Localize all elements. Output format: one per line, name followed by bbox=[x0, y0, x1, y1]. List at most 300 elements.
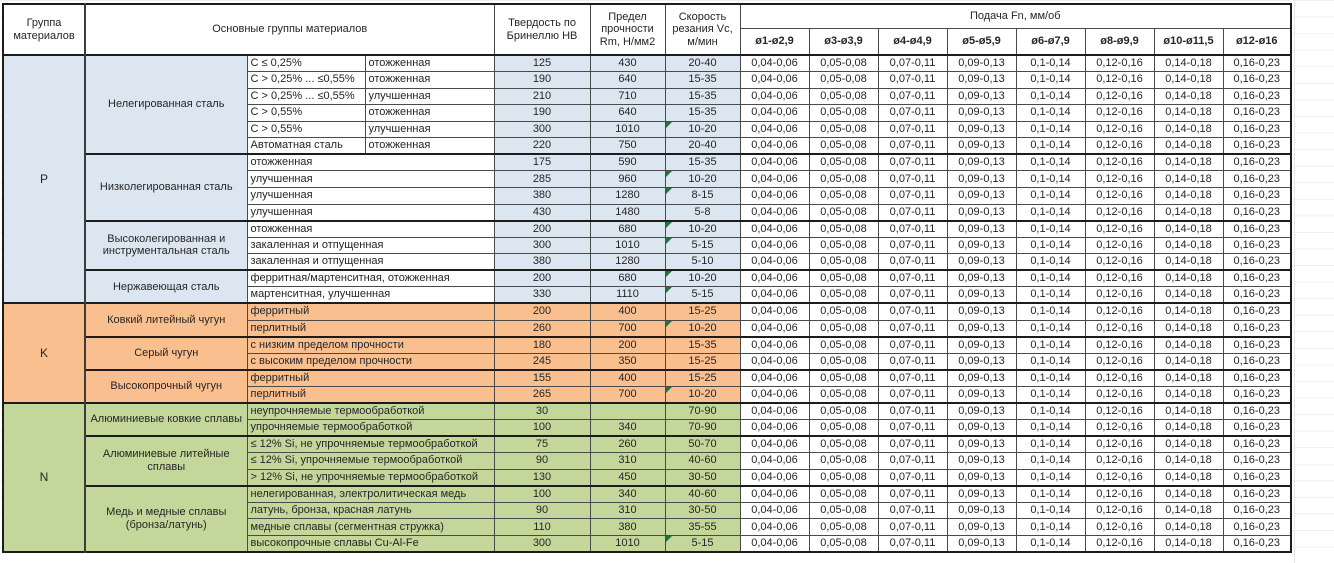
feed-cell[interactable]: 0,12-0,16 bbox=[1085, 204, 1154, 221]
feed-cell[interactable]: 0,14-0,18 bbox=[1154, 72, 1223, 89]
feed-cell[interactable]: 0,04-0,06 bbox=[740, 386, 809, 403]
feed-cell[interactable]: 0,07-0,11 bbox=[878, 469, 947, 486]
desc-cell[interactable]: ≤ 12% Si, не упрочняемые термообработкой bbox=[247, 436, 494, 453]
header-diameter-7[interactable]: ø10-ø11,5 bbox=[1154, 28, 1223, 55]
group-letter-P[interactable]: P bbox=[3, 55, 85, 303]
state-cell[interactable]: улучшенная bbox=[365, 121, 494, 138]
hardness-cell[interactable]: 285 bbox=[494, 171, 590, 188]
hardness-cell[interactable]: 155 bbox=[494, 370, 590, 387]
feed-cell[interactable]: 0,16-0,23 bbox=[1223, 303, 1291, 320]
feed-cell[interactable]: 0,05-0,08 bbox=[809, 519, 878, 536]
speed-cell[interactable]: 5-15 bbox=[665, 535, 740, 552]
speed-cell[interactable]: 10-20 bbox=[665, 171, 740, 188]
speed-cell[interactable]: 10-20 bbox=[665, 386, 740, 403]
feed-cell[interactable]: 0,05-0,08 bbox=[809, 403, 878, 420]
state-cell[interactable]: улучшенная bbox=[365, 88, 494, 105]
feed-cell[interactable]: 0,07-0,11 bbox=[878, 221, 947, 238]
feed-cell[interactable]: 0,1-0,14 bbox=[1016, 370, 1085, 387]
feed-cell[interactable]: 0,05-0,08 bbox=[809, 370, 878, 387]
feed-cell[interactable]: 0,09-0,13 bbox=[947, 303, 1016, 320]
feed-cell[interactable]: 0,12-0,16 bbox=[1085, 121, 1154, 138]
feed-cell[interactable]: 0,09-0,13 bbox=[947, 486, 1016, 503]
feed-cell[interactable]: 0,1-0,14 bbox=[1016, 105, 1085, 122]
feed-cell[interactable]: 0,07-0,11 bbox=[878, 72, 947, 89]
feed-cell[interactable]: 0,07-0,11 bbox=[878, 303, 947, 320]
feed-cell[interactable]: 0,04-0,06 bbox=[740, 188, 809, 205]
speed-cell[interactable]: 40-60 bbox=[665, 453, 740, 470]
feed-cell[interactable]: 0,16-0,23 bbox=[1223, 55, 1291, 72]
feed-cell[interactable]: 0,1-0,14 bbox=[1016, 171, 1085, 188]
feed-cell[interactable]: 0,1-0,14 bbox=[1016, 204, 1085, 221]
feed-cell[interactable]: 0,09-0,13 bbox=[947, 55, 1016, 72]
group-letter-K[interactable]: K bbox=[3, 303, 85, 402]
feed-cell[interactable]: 0,16-0,23 bbox=[1223, 105, 1291, 122]
feed-cell[interactable]: 0,04-0,06 bbox=[740, 453, 809, 470]
feed-cell[interactable]: 0,1-0,14 bbox=[1016, 270, 1085, 287]
desc-cell[interactable]: с высоким пределом прочности bbox=[247, 353, 494, 370]
header-diameter-6[interactable]: ø8-ø9,9 bbox=[1085, 28, 1154, 55]
feed-cell[interactable]: 0,12-0,16 bbox=[1085, 370, 1154, 387]
hardness-cell[interactable]: 75 bbox=[494, 436, 590, 453]
feed-cell[interactable]: 0,16-0,23 bbox=[1223, 403, 1291, 420]
feed-cell[interactable]: 0,05-0,08 bbox=[809, 55, 878, 72]
feed-cell[interactable]: 0,07-0,11 bbox=[878, 171, 947, 188]
speed-cell[interactable]: 50-70 bbox=[665, 436, 740, 453]
feed-cell[interactable]: 0,07-0,11 bbox=[878, 55, 947, 72]
feed-cell[interactable]: 0,05-0,08 bbox=[809, 138, 878, 155]
feed-cell[interactable]: 0,07-0,11 bbox=[878, 237, 947, 254]
feed-cell[interactable]: 0,05-0,08 bbox=[809, 237, 878, 254]
feed-cell[interactable]: 0,07-0,11 bbox=[878, 204, 947, 221]
feed-cell[interactable]: 0,12-0,16 bbox=[1085, 287, 1154, 304]
feed-cell[interactable]: 0,07-0,11 bbox=[878, 138, 947, 155]
feed-cell[interactable]: 0,09-0,13 bbox=[947, 254, 1016, 271]
feed-cell[interactable]: 0,09-0,13 bbox=[947, 453, 1016, 470]
feed-cell[interactable]: 0,1-0,14 bbox=[1016, 237, 1085, 254]
feed-cell[interactable]: 0,14-0,18 bbox=[1154, 287, 1223, 304]
strength-cell[interactable]: 450 bbox=[590, 469, 665, 486]
spec-cell[interactable]: C > 0,25% ... ≤0,55% bbox=[247, 72, 365, 89]
feed-cell[interactable]: 0,16-0,23 bbox=[1223, 337, 1291, 354]
feed-cell[interactable]: 0,12-0,16 bbox=[1085, 254, 1154, 271]
feed-cell[interactable]: 0,04-0,06 bbox=[740, 154, 809, 171]
desc-cell[interactable]: ферритный bbox=[247, 370, 494, 387]
subgroup-cell[interactable]: Нелегированная сталь bbox=[85, 55, 247, 154]
feed-cell[interactable]: 0,07-0,11 bbox=[878, 403, 947, 420]
header-diameter-8[interactable]: ø12-ø16 bbox=[1223, 28, 1291, 55]
feed-cell[interactable]: 0,16-0,23 bbox=[1223, 138, 1291, 155]
strength-cell[interactable]: 680 bbox=[590, 270, 665, 287]
feed-cell[interactable]: 0,07-0,11 bbox=[878, 254, 947, 271]
feed-cell[interactable]: 0,04-0,06 bbox=[740, 121, 809, 138]
feed-cell[interactable]: 0,14-0,18 bbox=[1154, 535, 1223, 552]
feed-cell[interactable]: 0,12-0,16 bbox=[1085, 519, 1154, 536]
feed-cell[interactable]: 0,12-0,16 bbox=[1085, 303, 1154, 320]
feed-cell[interactable]: 0,05-0,08 bbox=[809, 171, 878, 188]
desc-cell[interactable]: медные сплавы (сегментная стружка) bbox=[247, 519, 494, 536]
feed-cell[interactable]: 0,16-0,23 bbox=[1223, 535, 1291, 552]
feed-cell[interactable]: 0,12-0,16 bbox=[1085, 386, 1154, 403]
feed-cell[interactable]: 0,12-0,16 bbox=[1085, 337, 1154, 354]
feed-cell[interactable]: 0,05-0,08 bbox=[809, 502, 878, 519]
feed-cell[interactable]: 0,09-0,13 bbox=[947, 370, 1016, 387]
state-cell[interactable]: отожженная bbox=[365, 105, 494, 122]
feed-cell[interactable]: 0,1-0,14 bbox=[1016, 320, 1085, 337]
feed-cell[interactable]: 0,14-0,18 bbox=[1154, 386, 1223, 403]
feed-cell[interactable]: 0,04-0,06 bbox=[740, 535, 809, 552]
header-diameter-4[interactable]: ø5-ø5,9 bbox=[947, 28, 1016, 55]
feed-cell[interactable]: 0,1-0,14 bbox=[1016, 337, 1085, 354]
strength-cell[interactable]: 200 bbox=[590, 337, 665, 354]
strength-cell[interactable]: 700 bbox=[590, 320, 665, 337]
feed-cell[interactable]: 0,12-0,16 bbox=[1085, 72, 1154, 89]
feed-cell[interactable]: 0,14-0,18 bbox=[1154, 237, 1223, 254]
hardness-cell[interactable]: 200 bbox=[494, 303, 590, 320]
header-hardness[interactable]: Твердость по Бринеллю HB bbox=[494, 4, 590, 55]
speed-cell[interactable]: 15-35 bbox=[665, 154, 740, 171]
hardness-cell[interactable]: 245 bbox=[494, 353, 590, 370]
feed-cell[interactable]: 0,14-0,18 bbox=[1154, 270, 1223, 287]
feed-cell[interactable]: 0,05-0,08 bbox=[809, 436, 878, 453]
feed-cell[interactable]: 0,05-0,08 bbox=[809, 386, 878, 403]
feed-cell[interactable]: 0,09-0,13 bbox=[947, 121, 1016, 138]
feed-cell[interactable]: 0,04-0,06 bbox=[740, 105, 809, 122]
feed-cell[interactable]: 0,07-0,11 bbox=[878, 519, 947, 536]
desc-cell[interactable]: закаленная и отпущенная bbox=[247, 237, 494, 254]
desc-cell[interactable]: отожженная bbox=[247, 221, 494, 238]
feed-cell[interactable]: 0,16-0,23 bbox=[1223, 72, 1291, 89]
feed-cell[interactable]: 0,1-0,14 bbox=[1016, 419, 1085, 436]
feed-cell[interactable]: 0,1-0,14 bbox=[1016, 303, 1085, 320]
speed-cell[interactable]: 40-60 bbox=[665, 486, 740, 503]
desc-cell[interactable]: перлитный bbox=[247, 386, 494, 403]
feed-cell[interactable]: 0,12-0,16 bbox=[1085, 237, 1154, 254]
header-feed-title[interactable]: Подача Fn, мм/об bbox=[740, 4, 1291, 28]
feed-cell[interactable]: 0,1-0,14 bbox=[1016, 121, 1085, 138]
feed-cell[interactable]: 0,04-0,06 bbox=[740, 221, 809, 238]
subgroup-cell[interactable]: Высоколегированная и инструментальная сталь bbox=[85, 221, 247, 271]
feed-cell[interactable]: 0,1-0,14 bbox=[1016, 436, 1085, 453]
desc-cell[interactable]: упрочняемые термообработкой bbox=[247, 419, 494, 436]
speed-cell[interactable]: 15-35 bbox=[665, 337, 740, 354]
strength-cell[interactable]: 350 bbox=[590, 353, 665, 370]
desc-cell[interactable]: с низким пределом прочности bbox=[247, 337, 494, 354]
feed-cell[interactable]: 0,1-0,14 bbox=[1016, 486, 1085, 503]
desc-cell[interactable]: улучшенная bbox=[247, 204, 494, 221]
hardness-cell[interactable]: 210 bbox=[494, 88, 590, 105]
desc-cell[interactable]: ≤ 12% Si, упрочняемые термообработкой bbox=[247, 453, 494, 470]
feed-cell[interactable]: 0,12-0,16 bbox=[1085, 535, 1154, 552]
hardness-cell[interactable]: 100 bbox=[494, 486, 590, 503]
feed-cell[interactable]: 0,1-0,14 bbox=[1016, 188, 1085, 205]
feed-cell[interactable]: 0,14-0,18 bbox=[1154, 370, 1223, 387]
hardness-cell[interactable]: 260 bbox=[494, 320, 590, 337]
feed-cell[interactable]: 0,16-0,23 bbox=[1223, 121, 1291, 138]
feed-cell[interactable]: 0,14-0,18 bbox=[1154, 419, 1223, 436]
feed-cell[interactable]: 0,1-0,14 bbox=[1016, 453, 1085, 470]
feed-cell[interactable]: 0,12-0,16 bbox=[1085, 502, 1154, 519]
subgroup-cell[interactable]: Низколегированная сталь bbox=[85, 154, 247, 220]
feed-cell[interactable]: 0,05-0,08 bbox=[809, 254, 878, 271]
feed-cell[interactable]: 0,16-0,23 bbox=[1223, 254, 1291, 271]
feed-cell[interactable]: 0,09-0,13 bbox=[947, 353, 1016, 370]
feed-cell[interactable]: 0,14-0,18 bbox=[1154, 469, 1223, 486]
strength-cell[interactable]: 590 bbox=[590, 154, 665, 171]
header-diameter-2[interactable]: ø3-ø3,9 bbox=[809, 28, 878, 55]
feed-cell[interactable]: 0,09-0,13 bbox=[947, 320, 1016, 337]
feed-cell[interactable]: 0,09-0,13 bbox=[947, 138, 1016, 155]
state-cell[interactable]: отожженная bbox=[365, 138, 494, 155]
feed-cell[interactable]: 0,12-0,16 bbox=[1085, 403, 1154, 420]
strength-cell[interactable]: 1280 bbox=[590, 254, 665, 271]
hardness-cell[interactable]: 175 bbox=[494, 154, 590, 171]
feed-cell[interactable]: 0,12-0,16 bbox=[1085, 453, 1154, 470]
desc-cell[interactable]: перлитный bbox=[247, 320, 494, 337]
feed-cell[interactable]: 0,12-0,16 bbox=[1085, 55, 1154, 72]
feed-cell[interactable]: 0,05-0,08 bbox=[809, 270, 878, 287]
feed-cell[interactable]: 0,16-0,23 bbox=[1223, 188, 1291, 205]
speed-cell[interactable]: 20-40 bbox=[665, 138, 740, 155]
speed-cell[interactable]: 30-50 bbox=[665, 502, 740, 519]
feed-cell[interactable]: 0,07-0,11 bbox=[878, 436, 947, 453]
feed-cell[interactable]: 0,04-0,06 bbox=[740, 254, 809, 271]
spec-cell[interactable]: C > 0,55% bbox=[247, 121, 365, 138]
feed-cell[interactable]: 0,12-0,16 bbox=[1085, 469, 1154, 486]
feed-cell[interactable]: 0,05-0,08 bbox=[809, 221, 878, 238]
hardness-cell[interactable]: 300 bbox=[494, 121, 590, 138]
feed-cell[interactable]: 0,16-0,23 bbox=[1223, 370, 1291, 387]
speed-cell[interactable]: 15-25 bbox=[665, 353, 740, 370]
feed-cell[interactable]: 0,09-0,13 bbox=[947, 436, 1016, 453]
feed-cell[interactable]: 0,14-0,18 bbox=[1154, 88, 1223, 105]
feed-cell[interactable]: 0,04-0,06 bbox=[740, 72, 809, 89]
feed-cell[interactable]: 0,1-0,14 bbox=[1016, 55, 1085, 72]
hardness-cell[interactable]: 100 bbox=[494, 419, 590, 436]
feed-cell[interactable]: 0,16-0,23 bbox=[1223, 502, 1291, 519]
feed-cell[interactable]: 0,04-0,06 bbox=[740, 55, 809, 72]
feed-cell[interactable]: 0,07-0,11 bbox=[878, 337, 947, 354]
feed-cell[interactable]: 0,1-0,14 bbox=[1016, 254, 1085, 271]
feed-cell[interactable]: 0,07-0,11 bbox=[878, 154, 947, 171]
strength-cell[interactable]: 1010 bbox=[590, 237, 665, 254]
feed-cell[interactable]: 0,05-0,08 bbox=[809, 469, 878, 486]
feed-cell[interactable]: 0,07-0,11 bbox=[878, 270, 947, 287]
feed-cell[interactable]: 0,09-0,13 bbox=[947, 221, 1016, 238]
feed-cell[interactable]: 0,16-0,23 bbox=[1223, 204, 1291, 221]
feed-cell[interactable]: 0,04-0,06 bbox=[740, 403, 809, 420]
feed-cell[interactable]: 0,1-0,14 bbox=[1016, 287, 1085, 304]
feed-cell[interactable]: 0,14-0,18 bbox=[1154, 171, 1223, 188]
feed-cell[interactable]: 0,16-0,23 bbox=[1223, 419, 1291, 436]
feed-cell[interactable]: 0,09-0,13 bbox=[947, 188, 1016, 205]
hardness-cell[interactable]: 30 bbox=[494, 403, 590, 420]
feed-cell[interactable]: 0,05-0,08 bbox=[809, 204, 878, 221]
desc-cell[interactable]: закаленная и отпущенная bbox=[247, 254, 494, 271]
hardness-cell[interactable]: 90 bbox=[494, 502, 590, 519]
feed-cell[interactable]: 0,04-0,06 bbox=[740, 519, 809, 536]
feed-cell[interactable]: 0,14-0,18 bbox=[1154, 303, 1223, 320]
feed-cell[interactable]: 0,05-0,08 bbox=[809, 72, 878, 89]
feed-cell[interactable]: 0,16-0,23 bbox=[1223, 486, 1291, 503]
desc-cell[interactable]: > 12% Si, не упрочняемые термообработкой bbox=[247, 469, 494, 486]
feed-cell[interactable]: 0,14-0,18 bbox=[1154, 453, 1223, 470]
feed-cell[interactable]: 0,12-0,16 bbox=[1085, 188, 1154, 205]
feed-cell[interactable]: 0,07-0,11 bbox=[878, 121, 947, 138]
feed-cell[interactable]: 0,12-0,16 bbox=[1085, 171, 1154, 188]
feed-cell[interactable]: 0,16-0,23 bbox=[1223, 453, 1291, 470]
feed-cell[interactable]: 0,05-0,08 bbox=[809, 535, 878, 552]
speed-cell[interactable]: 5-15 bbox=[665, 237, 740, 254]
desc-cell[interactable]: мартенситная, улучшенная bbox=[247, 287, 494, 304]
speed-cell[interactable]: 15-25 bbox=[665, 303, 740, 320]
speed-cell[interactable]: 35-55 bbox=[665, 519, 740, 536]
feed-cell[interactable]: 0,05-0,08 bbox=[809, 105, 878, 122]
feed-cell[interactable]: 0,14-0,18 bbox=[1154, 436, 1223, 453]
feed-cell[interactable]: 0,05-0,08 bbox=[809, 453, 878, 470]
feed-cell[interactable]: 0,1-0,14 bbox=[1016, 469, 1085, 486]
feed-cell[interactable]: 0,05-0,08 bbox=[809, 188, 878, 205]
feed-cell[interactable]: 0,12-0,16 bbox=[1085, 419, 1154, 436]
feed-cell[interactable]: 0,12-0,16 bbox=[1085, 154, 1154, 171]
feed-cell[interactable]: 0,14-0,18 bbox=[1154, 502, 1223, 519]
speed-cell[interactable]: 10-20 bbox=[665, 221, 740, 238]
feed-cell[interactable]: 0,04-0,06 bbox=[740, 237, 809, 254]
feed-cell[interactable]: 0,04-0,06 bbox=[740, 353, 809, 370]
feed-cell[interactable]: 0,16-0,23 bbox=[1223, 287, 1291, 304]
feed-cell[interactable]: 0,07-0,11 bbox=[878, 105, 947, 122]
feed-cell[interactable]: 0,05-0,08 bbox=[809, 337, 878, 354]
feed-cell[interactable]: 0,05-0,08 bbox=[809, 486, 878, 503]
subgroup-cell[interactable]: Серый чугун bbox=[85, 337, 247, 370]
header-speed[interactable]: Скорость резания Vc, м/мин bbox=[665, 4, 740, 55]
strength-cell[interactable]: 750 bbox=[590, 138, 665, 155]
feed-cell[interactable]: 0,14-0,18 bbox=[1154, 403, 1223, 420]
hardness-cell[interactable]: 220 bbox=[494, 138, 590, 155]
feed-cell[interactable]: 0,16-0,23 bbox=[1223, 469, 1291, 486]
hardness-cell[interactable]: 380 bbox=[494, 188, 590, 205]
feed-cell[interactable]: 0,07-0,11 bbox=[878, 535, 947, 552]
desc-cell[interactable]: отожженная bbox=[247, 154, 494, 171]
feed-cell[interactable]: 0,09-0,13 bbox=[947, 88, 1016, 105]
feed-cell[interactable]: 0,12-0,16 bbox=[1085, 436, 1154, 453]
feed-cell[interactable]: 0,07-0,11 bbox=[878, 188, 947, 205]
feed-cell[interactable]: 0,04-0,06 bbox=[740, 436, 809, 453]
feed-cell[interactable]: 0,04-0,06 bbox=[740, 88, 809, 105]
strength-cell[interactable]: 1110 bbox=[590, 287, 665, 304]
strength-cell[interactable]: 400 bbox=[590, 303, 665, 320]
feed-cell[interactable]: 0,14-0,18 bbox=[1154, 105, 1223, 122]
desc-cell[interactable]: нелегированная, электролитическая медь bbox=[247, 486, 494, 503]
feed-cell[interactable]: 0,09-0,13 bbox=[947, 469, 1016, 486]
feed-cell[interactable]: 0,14-0,18 bbox=[1154, 121, 1223, 138]
feed-cell[interactable]: 0,14-0,18 bbox=[1154, 353, 1223, 370]
feed-cell[interactable]: 0,04-0,06 bbox=[740, 502, 809, 519]
spec-cell[interactable]: C > 0,55% bbox=[247, 105, 365, 122]
header-diameter-3[interactable]: ø4-ø4,9 bbox=[878, 28, 947, 55]
strength-cell[interactable]: 680 bbox=[590, 221, 665, 238]
feed-cell[interactable]: 0,05-0,08 bbox=[809, 320, 878, 337]
feed-cell[interactable]: 0,04-0,06 bbox=[740, 171, 809, 188]
spec-cell[interactable]: Автоматная сталь bbox=[247, 138, 365, 155]
strength-cell[interactable]: 1480 bbox=[590, 204, 665, 221]
hardness-cell[interactable]: 180 bbox=[494, 337, 590, 354]
hardness-cell[interactable]: 200 bbox=[494, 270, 590, 287]
header-material-group[interactable]: Группа материалов bbox=[3, 4, 85, 55]
speed-cell[interactable]: 10-20 bbox=[665, 320, 740, 337]
feed-cell[interactable]: 0,16-0,23 bbox=[1223, 436, 1291, 453]
feed-cell[interactable]: 0,07-0,11 bbox=[878, 287, 947, 304]
strength-cell[interactable]: 960 bbox=[590, 171, 665, 188]
header-main-groups[interactable]: Основные группы материалов bbox=[85, 4, 494, 55]
hardness-cell[interactable]: 190 bbox=[494, 72, 590, 89]
feed-cell[interactable]: 0,05-0,08 bbox=[809, 154, 878, 171]
spec-cell[interactable]: C ≤ 0,25% bbox=[247, 55, 365, 72]
header-diameter-5[interactable]: ø6-ø7,9 bbox=[1016, 28, 1085, 55]
feed-cell[interactable]: 0,16-0,23 bbox=[1223, 171, 1291, 188]
speed-cell[interactable]: 5-10 bbox=[665, 254, 740, 271]
feed-cell[interactable]: 0,1-0,14 bbox=[1016, 386, 1085, 403]
feed-cell[interactable]: 0,14-0,18 bbox=[1154, 138, 1223, 155]
feed-cell[interactable]: 0,07-0,11 bbox=[878, 353, 947, 370]
feed-cell[interactable]: 0,1-0,14 bbox=[1016, 353, 1085, 370]
feed-cell[interactable]: 0,09-0,13 bbox=[947, 535, 1016, 552]
feed-cell[interactable]: 0,09-0,13 bbox=[947, 204, 1016, 221]
desc-cell[interactable]: ферритный bbox=[247, 303, 494, 320]
speed-cell[interactable]: 20-40 bbox=[665, 55, 740, 72]
feed-cell[interactable]: 0,14-0,18 bbox=[1154, 154, 1223, 171]
feed-cell[interactable]: 0,1-0,14 bbox=[1016, 138, 1085, 155]
strength-cell[interactable]: 340 bbox=[590, 486, 665, 503]
feed-cell[interactable]: 0,04-0,06 bbox=[740, 303, 809, 320]
desc-cell[interactable]: улучшенная bbox=[247, 188, 494, 205]
feed-cell[interactable]: 0,16-0,23 bbox=[1223, 237, 1291, 254]
feed-cell[interactable]: 0,04-0,06 bbox=[740, 419, 809, 436]
feed-cell[interactable]: 0,07-0,11 bbox=[878, 486, 947, 503]
feed-cell[interactable]: 0,04-0,06 bbox=[740, 287, 809, 304]
feed-cell[interactable]: 0,04-0,06 bbox=[740, 469, 809, 486]
state-cell[interactable]: отожженная bbox=[365, 55, 494, 72]
feed-cell[interactable]: 0,14-0,18 bbox=[1154, 221, 1223, 238]
feed-cell[interactable]: 0,12-0,16 bbox=[1085, 270, 1154, 287]
header-diameter-1[interactable]: ø1-ø2,9 bbox=[740, 28, 809, 55]
feed-cell[interactable]: 0,09-0,13 bbox=[947, 502, 1016, 519]
header-strength[interactable]: Предел прочности Rm, Н/мм2 bbox=[590, 4, 665, 55]
strength-cell[interactable]: 710 bbox=[590, 88, 665, 105]
hardness-cell[interactable]: 330 bbox=[494, 287, 590, 304]
desc-cell[interactable]: неупрочняемые термообработкой bbox=[247, 403, 494, 420]
feed-cell[interactable]: 0,16-0,23 bbox=[1223, 320, 1291, 337]
speed-cell[interactable]: 5-15 bbox=[665, 287, 740, 304]
feed-cell[interactable]: 0,1-0,14 bbox=[1016, 535, 1085, 552]
speed-cell[interactable]: 10-20 bbox=[665, 270, 740, 287]
feed-cell[interactable]: 0,14-0,18 bbox=[1154, 188, 1223, 205]
feed-cell[interactable]: 0,16-0,23 bbox=[1223, 519, 1291, 536]
feed-cell[interactable]: 0,09-0,13 bbox=[947, 519, 1016, 536]
speed-cell[interactable]: 70-90 bbox=[665, 403, 740, 420]
subgroup-cell[interactable]: Высокопрочный чугун bbox=[85, 370, 247, 403]
feed-cell[interactable]: 0,07-0,11 bbox=[878, 453, 947, 470]
feed-cell[interactable]: 0,04-0,06 bbox=[740, 204, 809, 221]
hardness-cell[interactable]: 380 bbox=[494, 254, 590, 271]
feed-cell[interactable]: 0,14-0,18 bbox=[1154, 519, 1223, 536]
strength-cell[interactable]: 640 bbox=[590, 72, 665, 89]
speed-cell[interactable]: 70-90 bbox=[665, 419, 740, 436]
strength-cell[interactable] bbox=[590, 403, 665, 420]
strength-cell[interactable]: 640 bbox=[590, 105, 665, 122]
feed-cell[interactable]: 0,12-0,16 bbox=[1085, 88, 1154, 105]
speed-cell[interactable]: 5-8 bbox=[665, 204, 740, 221]
feed-cell[interactable]: 0,09-0,13 bbox=[947, 403, 1016, 420]
